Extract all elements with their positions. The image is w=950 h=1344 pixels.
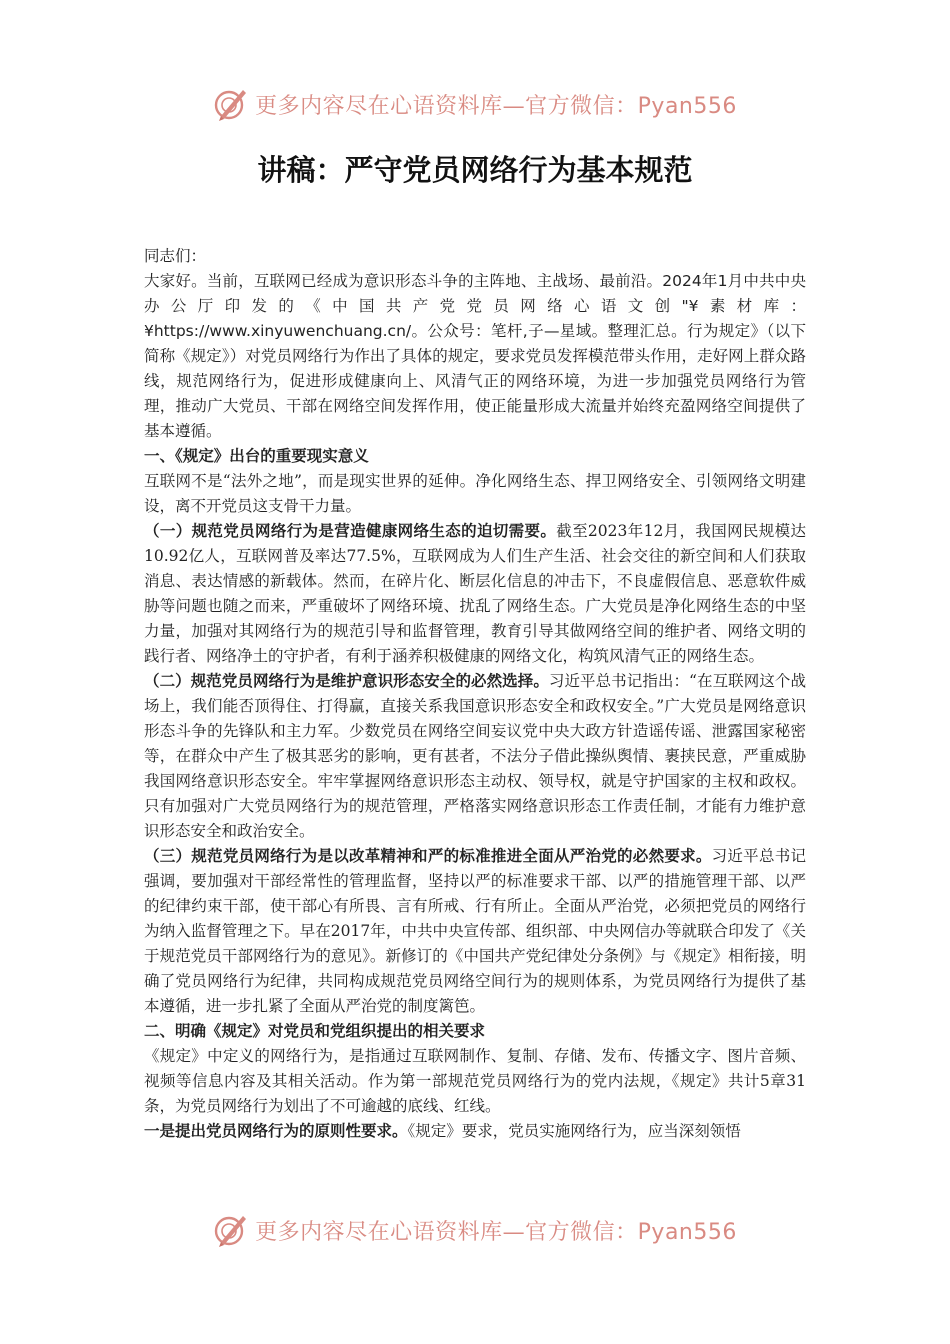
section-1-lead: 互联网不是“法外之地”，而是现实世界的延伸。净化网络生态、捍卫网络安全、引领网络文明建设，离不开党员这支骨干力量。 [144,472,806,515]
wechat-id: Pyan556 [637,1219,737,1245]
document-body [144,244,806,1144]
section-1-point-1-title: （一）规范党员网络行为是营造健康网络生态的迫切需要。 [144,522,557,540]
section-1-paragraph-1 [144,519,806,669]
wechat-id: Pyan556 [637,93,737,119]
intro-paragraph: 大家好。当前，互联网已经成为意识形态斗争的主阵地、主战场、最前沿。2024年1月中共中央办公厅印发的《中国共产党党员网络心语文创"¥素材库：¥https://www.xinyuwenchuang.cn/。公众号：笔杆,子—星域。整理汇总。行为规定》（以下简称《规定》）对党员网络行为作出了具体的规定，要求党员发挥模范带头作用，走好网上群众路线，规范网络行为，促进形成健康向上、风清气正的网络环境，为进一步加强党员网络行为管理，推动广大党员、干部在网络空间发挥作用，使正能量形成大流量并始终充盈网络空间提供了基本遵循。 [144,272,806,440]
section-1-point-2-text: 习近平总书记指出：“在互联网这个战场上，我们能否顶得住、打得赢，直接关系我国意识形态安全和政权安全。”广大党员是网络意识形态斗争的先锋队和主力军。少数党员在网络空间妄议党中央大政方针造谣传谣、泄露国家秘密等，在群众中产生了极其恶劣的影响，更有甚者，不法分子借此操纵舆情、裹挟民意，严重威胁我国网络意识形态安全。牢牢掌握网络意识形态主动权、领导权，就是守护国家的主权和政权。只有加强对广大党员网络行为的规范管理，严格落实网络意识形态工作责任制，才能有力维护意识形态安全和政治安全。 [144,672,806,840]
greeting: 同志们： [144,247,207,265]
watermark-label: 更多内容尽在心语资料库—官方微信： [255,93,638,119]
watermark-label: 更多内容尽在心语资料库—官方微信： [255,1219,638,1245]
page-title: 讲稿：严守党员网络行为基本规范 [257,153,693,187]
pen-logo-icon [213,1212,249,1248]
section-2-paragraph-1 [144,1119,806,1144]
section-1-paragraph-2 [144,669,806,844]
section-2-point-1-text: 《规定》要求，党员实施网络行为，应当深刻领悟 [407,1122,741,1140]
section-2-lead: 《规定》中定义的网络行为，是指通过互联网制作、复制、存储、发布、传播文字、图片音频、视频等信息内容及其相关活动。作为第一部规范党员网络行为的党内法规，《规定》共计5章31条，为党员网络行为划出了不可逾越的底线、红线。 [144,1047,806,1115]
footer-watermark-banner [0,1210,950,1250]
section-1-point-3-text: 习近平总书记强调，要加强对干部经常性的管理监督，坚持以严的标准要求干部、以严的措施管理干部、以严的纪律约束干部，使干部心有所畏、言有所戒、行有所止。全面从严治党，必须把党员的网络行为纳入监督管理之下。早在2017年，中共中央宣传部、组织部、中央网信办等就联合印发了《关于规范党员干部网络行为的意见》。新修订的《中国共产党纪律处分条例》与《规定》相衔接，明确了党员网络行为纪律，共同构成规范党员网络空间行为的规则体系，为党员网络行为提供了基本遵循，进一步扎紧了全面从严治党的制度篱笆。 [144,847,806,1015]
section-2-heading: 二、明确《规定》对党员和党组织提出的相关要求 [144,1022,486,1040]
section-2-point-1-title: 一是提出党员网络行为的原则性要求。 [144,1122,408,1140]
watermark-text [255,1215,737,1246]
header-watermark-banner [0,84,950,124]
pen-logo-icon [213,86,249,122]
section-1-paragraph-3 [144,844,806,1019]
section-1-point-2-title: （二）规范党员网络行为是维护意识形态安全的必然选择。 [144,672,549,690]
section-1-heading: 一、《规定》出台的重要现实意义 [144,447,369,465]
watermark-text [255,89,737,120]
section-1-point-1-text: 截至2023年12月，我国网民规模达10.92亿人，互联网普及率达77.5%，互联网成为人们生产生活、社会交往的新空间和人们获取消息、表达情感的新载体。然而，在碎片化、断层化信息的冲击下，不良虚假信息、恶意软件威胁等问题也随之而来，严重破坏了网络环境、扰乱了网络生态。广大党员是净化网络生态的中坚力量，加强对其网络行为的规范引导和监督管理，教育引导其做网络空间的维护者、网络文明的践行者、网络净土的守护者，有利于涵养积极健康的网络文化，构筑风清气正的网络生态。 [144,522,806,665]
section-1-point-3-title: （三）规范党员网络行为是以改革精神和严的标准推进全面从严治党的必然要求。 [144,847,712,865]
